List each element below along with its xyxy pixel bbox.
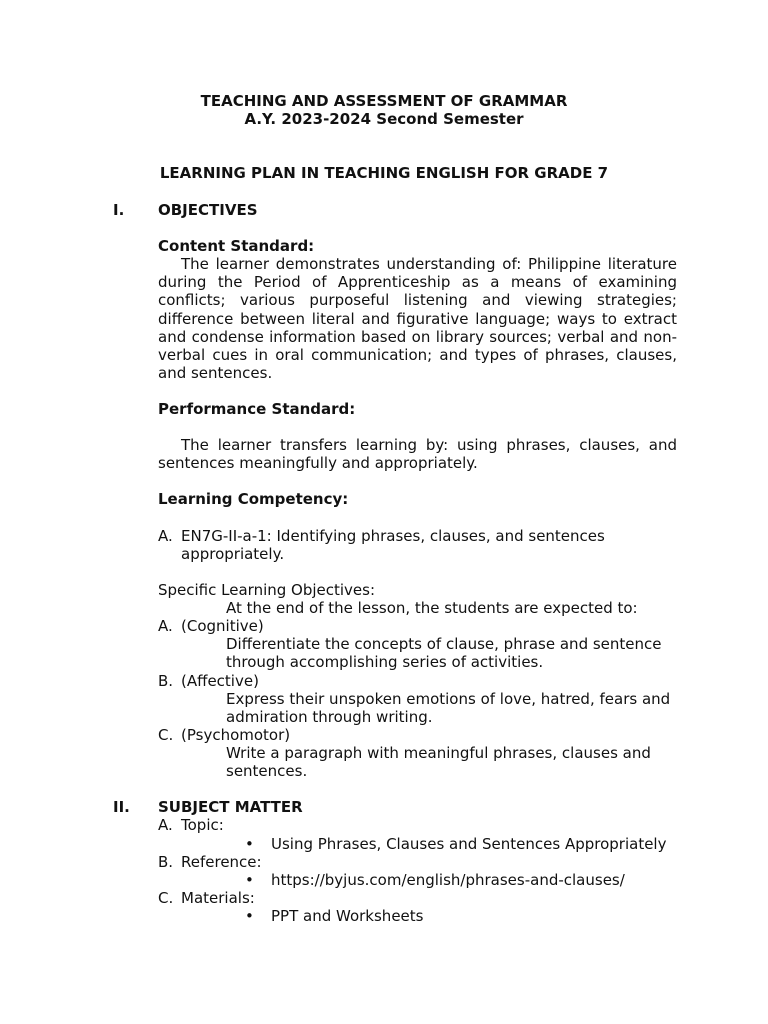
plan-title: LEARNING PLAN IN TEACHING ENGLISH FOR GRADE 7 xyxy=(159,164,609,182)
objective-domain-affective: (Affective) xyxy=(181,672,259,690)
content-standard-heading: Content Standard: xyxy=(158,237,315,255)
subject-label-c: C. xyxy=(158,889,174,907)
bullet-icon: • xyxy=(245,871,254,889)
materials-label: Materials: xyxy=(181,889,255,907)
academic-year: A.Y. 2023-2024 Second Semester xyxy=(244,110,524,128)
objective-domain-psychomotor: (Psychomotor) xyxy=(181,726,291,744)
bullet-icon: • xyxy=(245,835,254,853)
competency-line-1: EN7G-II-a-1: Identifying phrases, clauses, and sentences xyxy=(181,527,605,545)
reference-label: Reference: xyxy=(181,853,262,871)
objective-affective-line-1: Express their unspoken emotions of love, hatred, fears and xyxy=(226,690,671,708)
section-1-numeral: I. xyxy=(113,201,125,219)
performance-standard-heading: Performance Standard: xyxy=(158,400,356,418)
performance-standard-text: The learner transfers learning by: using phrases, clauses, and sentences meaningfully and appropriately. xyxy=(158,436,677,473)
objective-label-a: A. xyxy=(158,617,173,635)
reference-link[interactable]: https://byjus.com/english/phrases-and-clauses/ xyxy=(271,871,625,889)
objective-psychomotor-line-1: Write a paragraph with meaningful phrases, clauses and xyxy=(226,744,651,762)
section-2-numeral: II. xyxy=(113,798,130,816)
subject-label-a: A. xyxy=(158,816,173,834)
materials-value: PPT and Worksheets xyxy=(271,907,424,925)
competency-line-2: appropriately. xyxy=(181,545,285,563)
section-2-heading: SUBJECT MATTER xyxy=(158,798,303,816)
course-title: TEACHING AND ASSESSMENT OF GRAMMAR xyxy=(200,92,568,110)
objective-domain-cognitive: (Cognitive) xyxy=(181,617,264,635)
specific-objectives-intro: At the end of the lesson, the students are expected to: xyxy=(226,599,638,617)
topic-value: Using Phrases, Clauses and Sentences Appropriately xyxy=(271,835,667,853)
topic-label: Topic: xyxy=(181,816,224,834)
bullet-icon: • xyxy=(245,907,254,925)
objective-psychomotor-line-2: sentences. xyxy=(226,762,308,780)
objective-affective-line-2: admiration through writing. xyxy=(226,708,433,726)
competency-label-a: A. xyxy=(158,527,173,545)
content-standard-text: The learner demonstrates understanding of: Philippine literature during the Period of Apprenticeship as a means of examining conflicts; various purposeful listening and viewing strategies; difference between literal and figurative language; ways to extract and condense information based on library sources; verbal and non-verbal cues in oral communication; and types of phrases, clauses, and sentences. xyxy=(158,255,677,383)
subject-label-b: B. xyxy=(158,853,174,871)
objective-label-b: B. xyxy=(158,672,174,690)
learning-competency-heading: Learning Competency: xyxy=(158,490,349,508)
objective-cognitive-line-1: Differentiate the concepts of clause, phrase and sentence xyxy=(226,635,662,653)
objective-label-c: C. xyxy=(158,726,174,744)
section-1-heading: OBJECTIVES xyxy=(158,201,258,219)
objective-cognitive-line-2: through accomplishing series of activities. xyxy=(226,653,544,671)
specific-objectives-heading: Specific Learning Objectives: xyxy=(158,581,376,599)
